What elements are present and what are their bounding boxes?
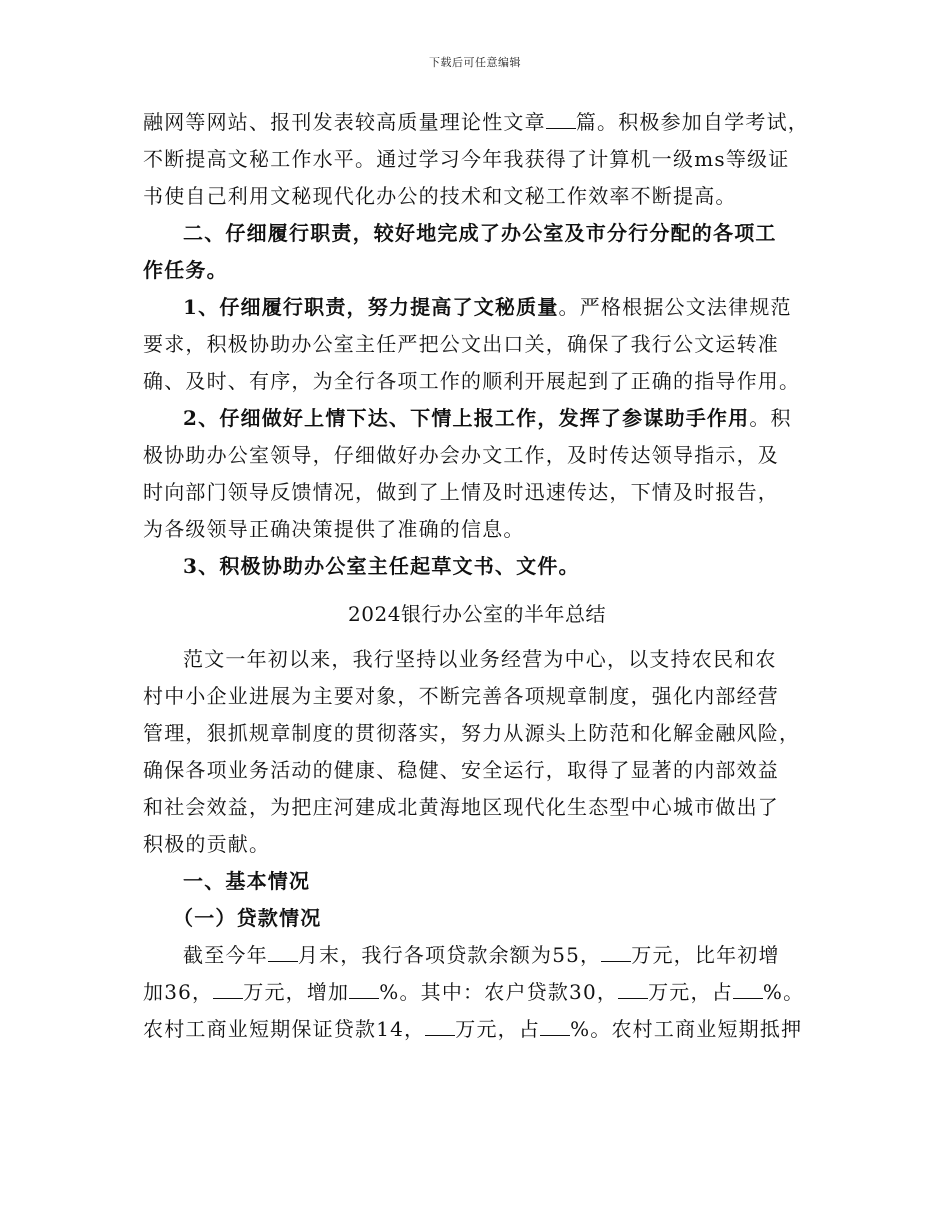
- page-header: 下载后可任意编辑: [429, 56, 521, 69]
- text-span: 。积: [749, 406, 792, 430]
- text-span: 万元，比年初增: [631, 943, 780, 967]
- text-span: 万元，占: [455, 1017, 541, 1041]
- subsection-heading: （一）贷款情况: [173, 906, 322, 930]
- paragraph-line: 确保各项业务活动的健康、稳健、安全运行，取得了显著的内部效益: [143, 758, 779, 782]
- paragraph-line: [143, 1011, 811, 1048]
- item-heading: 1、仔细履行职责，努力提高了文秘质量: [183, 295, 559, 319]
- text-span: 月末，我行各项贷款余额为55，: [297, 943, 602, 967]
- fill-blank: [733, 984, 763, 999]
- paragraph-line: 为各级领导正确决策提供了准确的信息。: [143, 517, 525, 541]
- paragraph-line: 确、及时、有序，为全行各项工作的顺利开展起到了正确的指导作用。: [143, 369, 801, 393]
- text-span: 篇。积极参加自学考试，: [575, 110, 810, 134]
- section-heading: 二、仔细履行职责，较好地完成了办公室及市分行分配的各项工: [183, 221, 777, 245]
- section-heading-continued: 作任务。: [143, 258, 228, 282]
- text-span: %。: [762, 980, 805, 1004]
- text-span: 融网等网站、报刊发表较高质量理论性文章: [143, 110, 546, 134]
- paragraph-line: [143, 974, 811, 1011]
- text-span: 加36，: [143, 980, 214, 1004]
- paragraph-line: 积极的贡献。: [143, 832, 271, 856]
- list-item: [143, 400, 811, 437]
- paragraph-line: 管理，狠抓规章制度的贯彻落实，努力从源头上防范和化解金融风险，: [143, 721, 801, 745]
- paragraph-line: 和社会效益，为把庄河建成北黄海地区现代化生态型中心城市做出了: [143, 795, 779, 819]
- fill-blank: [425, 1021, 455, 1036]
- fill-blank: [268, 947, 298, 962]
- text-span: %。农村工商业短期抵押: [570, 1017, 803, 1041]
- text-span: 万元，占: [648, 980, 733, 1004]
- text-span: 。严格根据公文法律规范: [558, 295, 792, 319]
- paragraph-line: [143, 104, 811, 141]
- document-title: 2024银行办公室的半年总结: [348, 602, 606, 626]
- paragraph-line: 极协助办公室领导，仔细做好办会办文工作，及时传达领导指示，及: [143, 443, 779, 467]
- paragraph-line: 不断提高文秘工作水平。通过学习今年我获得了计算机一级ms等级证: [143, 147, 790, 171]
- paragraph-line: 书使自己利用文秘现代化办公的技术和文秘工作效率不断提高。: [143, 184, 737, 208]
- fill-blank: [546, 114, 576, 129]
- fill-blank: [540, 1021, 570, 1036]
- fill-blank: [213, 984, 243, 999]
- paragraph-line: 时向部门领导反馈情况，做到了上情及时迅速传达，下情及时报告，: [143, 480, 779, 504]
- item-heading: 2、仔细做好上情下达、下情上报工作，发挥了参谋助手作用: [183, 406, 750, 430]
- paragraph-line: 范文一年初以来，我行坚持以业务经营为中心，以支持农民和农: [183, 647, 777, 671]
- list-item: [143, 289, 811, 326]
- paragraph-line: [143, 937, 811, 974]
- paragraph-line: 村中小企业进展为主要对象，不断完善各项规章制度，强化内部经营: [143, 684, 779, 708]
- text-span: 万元，增加: [243, 980, 350, 1004]
- fill-blank: [601, 947, 631, 962]
- document-body: [143, 104, 811, 1048]
- list-item: 3、积极协助办公室主任起草文书、文件。: [183, 554, 580, 578]
- fill-blank: [618, 984, 648, 999]
- text-span: %。其中：农户贷款30，: [379, 980, 619, 1004]
- fill-blank: [349, 984, 379, 999]
- text-span: 截至今年: [183, 943, 268, 967]
- text-span: 农村工商业短期保证贷款14，: [143, 1017, 426, 1041]
- paragraph-line: 要求，积极协助办公室主任严把公文出口关，确保了我行公文运转准: [143, 332, 779, 356]
- section-heading: 一、基本情况: [183, 869, 311, 893]
